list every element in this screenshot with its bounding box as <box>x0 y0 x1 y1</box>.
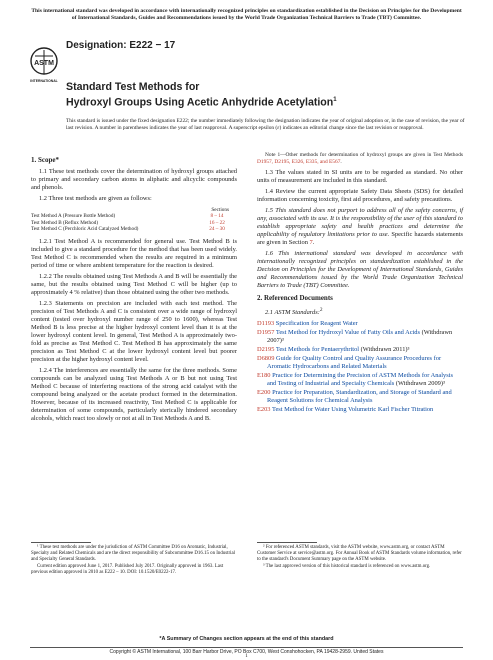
reference-item: D2195 Test Methods for Pentaerythritol (Withdrawn 2011)³ <box>257 345 410 353</box>
reference-code-link[interactable]: E200 <box>257 388 271 396</box>
reference-title-link[interactable]: Test Methods for Pentaerythritol <box>275 345 360 353</box>
astm-standards-label: 2.1 ASTM Standards:$^2$ <box>265 306 323 316</box>
footnote-separator-right <box>257 542 317 543</box>
title-line-1: Standard Test Methods for <box>66 81 200 93</box>
paragraph-1-2-1: 1.2.1 Test Method A is recommended for general use. Test Method B is included to give a standard procedure for the method that has been used widely. Test Method C is recommended when the results are required in a minimum period of time or where ambient temperature for the reaction is desired. <box>31 237 237 269</box>
reference-item: E180 Practice for Determining the Precision of ASTM Methods for Analysis and Testing of Industrial and Specialty Chemicals (Withdrawn 2009)³ <box>257 371 453 387</box>
paragraph-1-1: 1.1 These test methods cover the determination of hydroxyl groups attached to primary and secondary carbon atoms in aliphatic and alicyclic compounds and phenols. <box>31 168 237 191</box>
copyright-line: Copyright © ASTM International, 100 Barr Harbor Drive, PO Box C700, West Conshohocken, PA 19428-2959. United States <box>30 647 463 655</box>
method-sections-link[interactable]: 8 – 14 <box>210 213 224 220</box>
reference-code-link[interactable]: E203 <box>257 405 271 413</box>
paragraph-1-2-2: 1.2.2 The results obtained using Test Methods A and B will be essentially the same, but the results obtained using Test Method C will be higher (up to approximately 4 % relative) than those obtained using the other two methods. <box>31 272 237 296</box>
reference-title-link[interactable]: Test Method for Hydroxyl Value of Fatty Oils and Acids <box>275 328 420 336</box>
note-1: Note 1—Other methods for determination of hydroxyl groups are given in Test Methods D1957, D2195, E326, E335, and E567. <box>257 152 463 165</box>
title-line-2: Hydroxyl Groups Using Acetic Anhydride Acetylation <box>66 96 334 109</box>
reference-item <box>257 406 463 414</box>
method-label: Test Method C (Perchloric Acid Catalyzed Method) <box>31 226 139 233</box>
reference-title-link[interactable]: Practice for Determining the Precision of ASTM Methods for Analysis and Testing of Industrial and Specialty Chemicals <box>267 371 453 387</box>
methods-table <box>31 207 237 233</box>
top-notice: This international standard was developed in accordance with internationally recognized principles on standardization established in the Decision on Principles for the Development of International Standards, Guides and Recommendations issued by the World Trade Organization Technical Barriers to Trade (TBT) Committee. <box>31 8 462 21</box>
logo-text-top: ASTM <box>34 60 54 67</box>
section-7-link[interactable]: 7 <box>309 238 313 246</box>
paragraph-1-5: 1.5 This standard does not purport to address all of the safety concerns, if any, associated with its use. It is the responsibility of the user of this standard to establish appropriate safety and health practices and determine the applicability of regulatory limitations prior to use. Specific hazards statements are given in Section 7. <box>257 206 463 246</box>
footnote-1: ¹ These test methods are under the jurisdiction of ASTM Committee D16 on Aromatic, Industrial, Specialty and Related Chemicals and are the direct responsibility of Subcommittee D16.15 on Industrial and Specialty General Standards. <box>31 545 235 562</box>
reference-title-link[interactable]: Specification for Reagent Water <box>275 319 358 327</box>
paragraph-1-3: 1.3 The values stated in SI units are to be regarded as standard. No other units of measurement are included in this standard. <box>257 168 463 184</box>
paragraph-1-6 <box>257 250 463 290</box>
footnote-separator-left <box>31 542 91 543</box>
paragraph-1-5-italic: 1.5 This standard does not purport to address all of the safety concerns, if any, associated with its use. It is the responsibility of the user of this standard to establish appropriate safety and health practices and determine the applicability of regulatory limitations prior to use. <box>257 206 463 238</box>
summary-of-changes-notice: *A Summary of Changes section appears at the end of this standard <box>159 636 334 642</box>
method-label: Test Method A (Pressure Bottle Method) <box>31 213 116 220</box>
right-column <box>257 152 463 415</box>
method-sections-link[interactable]: 16 – 22 <box>209 219 225 226</box>
reference-title-link[interactable]: Test Method for Water Using Volumetric Karl Fischer Titration <box>271 405 434 413</box>
method-label: Test Method B (Reflux Method) <box>31 219 99 226</box>
paragraph-1-4: 1.4 Review the current appropriate Safety Data Sheets (SDS) for detailed information concerning toxicity, first aid procedures, and safety precautions. <box>257 187 463 203</box>
paragraph-1-2-4: 1.2.4 The interferences are essentially the same for the three methods. Some compounds can be analyzed using Test Methods A or B but not using Test Method C because of interfering reactions of the strong acid catalyst with the compound being analyzed or the acetate product formed in the determination. However, because of its increased reactivity, Test Method C is applicable for determination of some compounds, particularly sterically hindered secondary alcohols, which react too slowly or not at all in Test Methods A and B. <box>31 366 237 422</box>
document-title <box>66 81 466 110</box>
reference-code-link[interactable]: D2195 <box>257 345 275 353</box>
designation: Designation: E222 − 17 <box>66 40 176 51</box>
title-footnote-mark: 1 <box>333 97 337 103</box>
reference-item: D1957 Test Method for Hydroxyl Value of Fatty Oils and Acids (Withdrawn 2007)³ <box>257 328 453 344</box>
footnote-1-edition: Current edition approved June 1, 2017. Published July 2017. Originally approved in 1963. Last previous edition approved in 2010 as E222 – 10. DOI: 10.1520/E0222-17. <box>31 564 224 575</box>
paragraph-1-5-tail: Specific hazards statements are given in Section <box>257 230 463 246</box>
footnote-3: ³ The last approved version of this historical standard is referenced on www.astm.org. <box>263 564 431 569</box>
left-column <box>31 152 237 426</box>
logo-text-bottom: INTERNATIONAL <box>30 79 58 83</box>
reference-item <box>257 355 463 371</box>
page-number: 1 <box>245 654 248 659</box>
note-1-links[interactable]: D1957, D2195, E326, E335, and E567 <box>257 158 341 165</box>
reference-code-link[interactable]: E180 <box>257 371 271 379</box>
reference-item <box>257 320 463 328</box>
scope-heading: 1. Scope* <box>31 156 59 164</box>
paragraph-1-2: 1.2 Three test methods are given as follows: <box>39 195 152 202</box>
methods-table-row <box>31 226 237 232</box>
reference-code-link[interactable]: D6809 <box>257 354 275 362</box>
reference-title-link[interactable]: Practice for Preparation, Standardization, and Storage of Standard and Reagent Solutions for Chemical Analysis <box>267 388 452 404</box>
reference-title-link[interactable]: Guide for Quality Control and Quality Assurance Procedures for Aromatic Hydrocarbons and Related Materials <box>267 354 442 370</box>
referenced-documents-heading: 2. Referenced Documents <box>257 293 333 302</box>
reference-code-link[interactable]: D1957 <box>257 328 275 336</box>
reference-code-link[interactable]: D1193 <box>257 319 275 327</box>
footnote-2: ² For referenced ASTM standards, visit the ASTM website, www.astm.org, or contact ASTM Customer Service at service@astm.org. For Annual Book of ASTM Standards volume information, refer to the standard's Document Summary page on the ASTM website. <box>257 545 462 562</box>
astm-logo <box>29 46 59 86</box>
footnotes-left <box>31 545 237 577</box>
intro-paragraph: This standard is issued under the fixed designation E222; the number immediately following the designation indicates the year of original adoption or, in the case of revision, the year of last revision. A number in parentheses indicates the year of last reapproval. A superscript epsilon (ε) indicates an editorial change since the last revision or reapproval. <box>66 118 465 131</box>
method-sections-link[interactable]: 24 – 30 <box>209 226 225 233</box>
footnotes-right <box>257 545 463 571</box>
paragraph-1-2-3: 1.2.3 Statements on precision are included with each test method. The precision of Test Methods A and C is consistent over a wide range of hydroxyl content (tested over hydroxyl number range of 250 to 1600), whereas Test Method B is less precise at the higher hydroxyl content level than it is at the lower hydroxyl content level. In general, Test Method A is approximately two-fold as precise as Test Method C. Test Method B has approximately the same precision as Test Method C at the lower hydroxyl content level but poorer precision at the higher hydroxyl content level. <box>31 299 237 363</box>
methods-table-header: Sections <box>211 207 229 213</box>
paragraph-1-6-italic: 1.6 This international standard was developed in accordance with internationally recognized principles on standardization established in the Decision on Principles for the Development of International Standards, Guides and Recommendations issued by the World Trade Organization Technical Barriers to Trade (TBT) Committee. <box>257 249 463 289</box>
note-1-text: Note 1—Other methods for determination of hydroxyl groups are given in Test Methods <box>265 152 463 158</box>
reference-item <box>257 389 463 405</box>
